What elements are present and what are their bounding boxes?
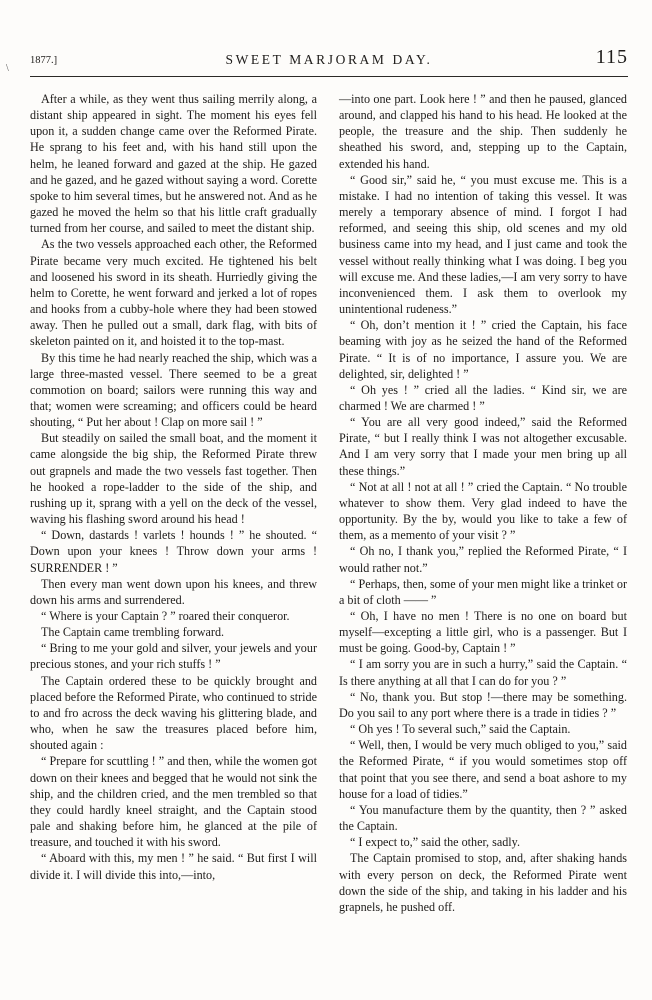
- paragraph: “ Not at all ! not at all ! ” cried the Captain. “ No trouble whatever to show them. Very glad indeed to have the opportunity. By the by, would you like to take a few of them, as a memento of your visit ? ”: [339, 479, 627, 543]
- paragraph: “ Oh no, I thank you,” replied the Reformed Pirate, “ I would rather not.”: [339, 544, 627, 575]
- paragraph-continued: —into one part. Look here ! ” and then he paused, glanced around, and clapped his hand to his head. He looked at the people, the treasure and the ship. Then suddenly he sheathed his sword, and, stepping up to the Captain, extended his hand.: [339, 92, 627, 171]
- paragraph: “ You manufacture them by the quantity, then ? ” asked the Captain.: [339, 802, 627, 834]
- paragraph: As the two vessels approached each other, the Reformed Pirate became very much excited. He tightened his belt and loosened his sword in its sheath. Hurriedly giving the helm to Corette, he went forward and jerked a lot of ropes and hooks from a cubby-hole where they had been stowed away. Then he pulled out a small, dark flag, with bits of skeleton painted on it, and hoisted it to the top-mast.: [30, 237, 317, 349]
- paragraph: “ Bring to me your gold and silver, your jewels and your precious stones, and your rich stuffs ! ”: [30, 641, 317, 672]
- paragraph: “ Well, then, I would be very much obliged to you,” said the Reformed Pirate, “ if you would sometimes stop off that point that you see there, and send a boat ashore to my house for a load of tidies.”: [339, 738, 627, 801]
- paragraph: “ Good sir,” said he, “ you must excuse me. This is a mistake. I had no intention of taking this vessel. It was merely a temporary absence of mind. I forgot I had reformed, and seeing this ship, old scenes and my old business came into my head, and I just came and took the vessel without really thinking what I was doing. I beg you will excuse me. And these ladies,—I am very sorry to have inconvenienced them. I ask them to overlook my unintentional rudeness.”: [339, 172, 627, 317]
- paragraph: The Captain ordered these to be quickly brought and placed before the Reformed Pirate, who continued to stride to and fro across the deck waving his glittering blade, and who, when he saw the treasures placed before him, shouted again :: [30, 673, 317, 753]
- paragraph: “ You are all very good indeed,” said the Reformed Pirate, “ but I really think I was not altogether excusable. And I am very sorry that I made your men bring up all these things.”: [339, 415, 627, 478]
- paragraph: “ Perhaps, then, some of your men might like a trinket or a bit of cloth —— ”: [339, 576, 627, 607]
- paragraph: The Captain promised to stop, and, after shaking hands with every person on deck, the Reformed Pirate went down the side of the ship, and taking in his ladder and his grapnels, he pushed off.: [339, 851, 627, 914]
- header-year: 1877.]: [30, 55, 58, 66]
- paragraph: “ Oh yes ! ” cried all the ladies. “ Kind sir, we are charmed ! We are charmed ! ”: [339, 382, 627, 413]
- right-column: [339, 91, 627, 915]
- paragraph: “ No, thank you. But stop !—there may be something. Do you sail to any port where there is a trade in tidies ? ”: [339, 689, 627, 720]
- paragraph: “ Oh, don’t mention it ! ” cried the Captain, his face beaming with joy as he seized the hand of the Reformed Pirate. “ It is of no importance, I assure you. We are delighted, sir, delighted ! ”: [339, 318, 627, 381]
- paragraph: “ I expect to,” said the other, sadly.: [350, 835, 520, 850]
- header-title: SWEET MARJORAM DAY.: [225, 52, 433, 67]
- paragraph: “ Prepare for scuttling ! ” and then, while the women got down on their knees and begged that he would not sink the ship, and the children cried, and the men trembled so that they could hardly kneel straight, and the Captain stood pale and shaking before him, he glanced at the pile of treasure, and touched it with his sword.: [30, 754, 317, 850]
- running-header: [30, 46, 628, 70]
- page-number: 115: [595, 46, 628, 68]
- paragraph: Then every man went down upon his knees, and threw down his arms and surrendered.: [30, 576, 317, 607]
- paragraph: After a while, as they went thus sailing merrily along, a distant ship appeared in sight. The moment his eyes fell upon it, a sudden change came over the Reformed Pirate. He sprang to his feet and, with his hand still upon the helm, he leaned forward and gazed at the ship. He gazed and he gazed, and he gazed without saying a word. Corette spoke to him several times, but he answered not. And as he gazed he moved the helm so that his little craft gradually turned from her course, and sailed to meet the distant ship.: [30, 92, 317, 236]
- left-column: [30, 91, 317, 883]
- paragraph: But steadily on sailed the small boat, and the moment it came alongside the big ship, the Reformed Pirate threw out grapnels and made the two vessels fast together. Then he hooked a rope-ladder to the side of the ship, and rushing up it, sprang with a yell on the deck of the vessel, waving his flashing sword around his head !: [30, 431, 317, 527]
- margin-mark: \: [6, 63, 9, 74]
- paragraph: “ I am sorry you are in such a hurry,” said the Captain. “ Is there anything at all that I can do for you ? ”: [339, 657, 627, 688]
- paragraph: “ Oh yes ! To several such,” said the Captain.: [350, 722, 571, 737]
- paragraph: “ Oh, I have no men ! There is no one on board but myself—excepting a little girl, who is a passenger. But I must be going. Good-by, Captain ! ”: [339, 609, 627, 656]
- header-rule: [30, 76, 628, 77]
- paragraph: “ Aboard with this, my men ! ” he said. “ But first I will divide it. I will divide this into,—into,: [30, 851, 317, 882]
- paragraph: “ Where is your Captain ? ” roared their conqueror.: [41, 609, 290, 623]
- paragraph: By this time he had nearly reached the ship, which was a large three-masted vessel. There seemed to be a great commotion on board; sailors were running this way and that; women were screaming; and officers could be heard shouting, “ Put her about ! Clap on more sail ! ”: [30, 350, 317, 430]
- paragraph: The Captain came trembling forward.: [41, 625, 225, 640]
- paragraph: “ Down, dastards ! varlets ! hounds ! ” he shouted. “ Down upon your knees ! Throw down your arms ! SURRENDER ! ”: [30, 528, 317, 575]
